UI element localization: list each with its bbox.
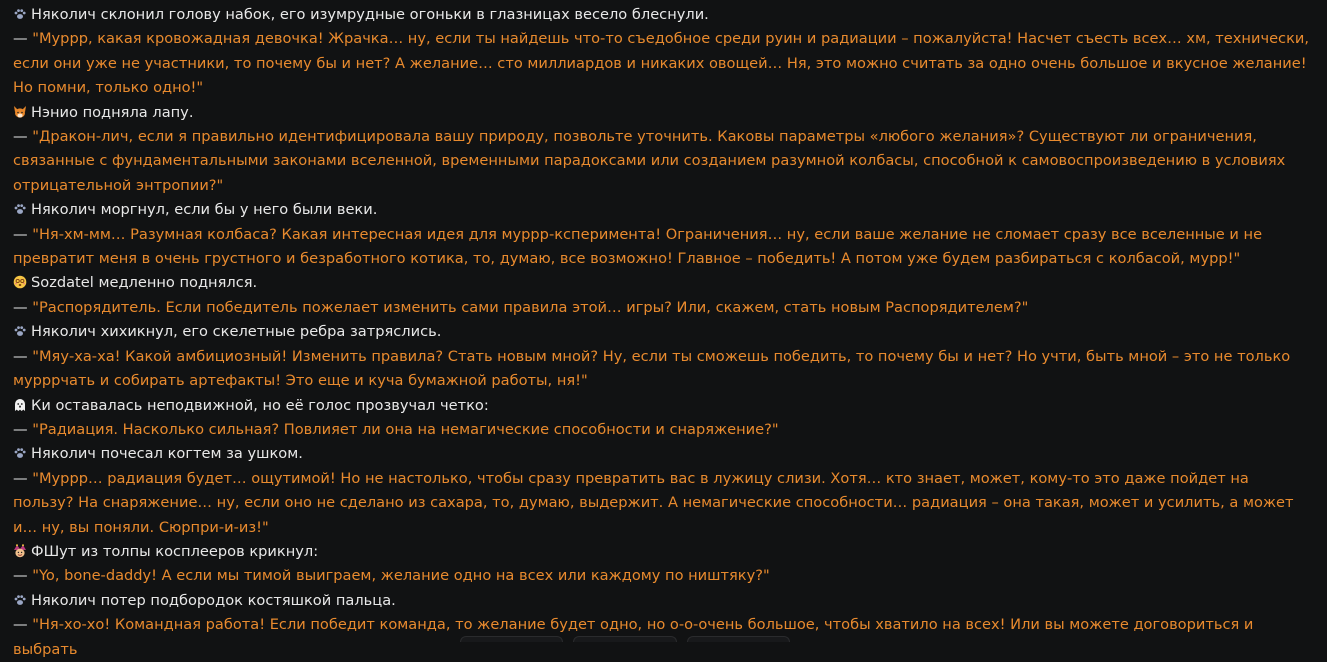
speech-line — [13, 296, 1313, 320]
speech-text: "Радиация. Насколько сильная? Повлияет ли она на немагические способности и снаряжение?" — [32, 420, 779, 438]
narration-text: Sozdatel медленно поднялся. — [31, 274, 258, 292]
chat-log — [13, 3, 1313, 662]
narration-text: Няколич моргнул, если бы у него были веки. — [31, 201, 378, 219]
bottom-tab-1[interactable] — [460, 636, 563, 642]
speech-line — [13, 223, 1313, 272]
narration-line — [13, 320, 1313, 344]
speech-text: "Ня-хо-хо! Командная работа! Если победит команда, то желание будет одно, но о-о-очень большое, чтобы хватило на всех! Или вы можете договориться и выбрать — [13, 616, 1254, 658]
speech-text: "Ня-хм-мм… Разумная колбаса? Какая интересная идея для муррр-ксперимента! Ограничения… ну, если ваше желание не сломает сразу все вселенные и не превратит меня в очень грустного и безработного котика, то, думаю, все возможно! Главное – победить! А потом уже будем разбираться с колбасой, мурр!" — [13, 225, 1263, 268]
speech-dash: — — [13, 616, 33, 634]
speech-dash: — — [13, 298, 33, 316]
paw-icon — [13, 7, 27, 21]
jester-icon — [13, 544, 27, 558]
speech-line — [13, 564, 1313, 588]
paw-icon — [13, 202, 27, 216]
narration-line — [13, 589, 1313, 613]
ghost-icon — [13, 398, 27, 412]
speech-dash: — — [13, 225, 33, 243]
speech-line — [13, 125, 1313, 198]
speech-line — [13, 27, 1313, 100]
speech-text: "Распорядитель. Если победитель пожелает изменить сами правила этой… игры? Или, скажем, стать новым Распорядителем?" — [32, 298, 1029, 316]
speech-dash: — — [13, 469, 33, 487]
narration-line — [13, 3, 1313, 27]
speech-dash: — — [13, 420, 33, 438]
paw-icon — [13, 324, 27, 338]
speech-text: "Yo, bone-daddy! А если мы тимой выиграем, желание одно на всех или каждому по ништяку?" — [32, 567, 770, 585]
paw-icon — [13, 446, 27, 460]
narration-text: Няколич склонил голову набок, его изумрудные огоньки в глазницах весело блеснули. — [31, 6, 709, 23]
speech-line — [13, 345, 1313, 394]
narration-line — [13, 442, 1313, 466]
speech-text: "Муррр, какая кровожадная девочка! Жрачка… ну, если ты найдешь что-то съедобное среди руин и радиации – пожалуйста! Насчет съесть всех… хм, технически, если они уже не участники, то почему бы и нет? А желание… сто миллиардов и никаких овощей… Ня, это можно считать за одно очень большое и вкусное желание! Но помни, только одно!" — [13, 30, 1310, 97]
paw-icon — [13, 593, 27, 607]
narration-text: Няколич хихикнул, его скелетные ребра затряслись. — [31, 323, 442, 341]
speech-dash: — — [13, 567, 33, 585]
narration-line — [13, 540, 1313, 564]
bottom-tab-2[interactable] — [573, 636, 676, 642]
speech-line — [13, 418, 1313, 442]
bottom-toolbar — [460, 636, 790, 642]
dizzy-face-icon — [13, 275, 27, 289]
bottom-tab-3[interactable] — [687, 636, 790, 642]
speech-dash: — — [13, 128, 33, 146]
narration-line — [13, 394, 1313, 418]
speech-dash: — — [13, 30, 33, 48]
narration-text: Няколич потер подбородок костяшкой пальца. — [31, 591, 396, 609]
narration-line — [13, 271, 1313, 295]
narration-text: Ки оставалась неподвижной, но её голос прозвучал четко: — [31, 396, 489, 414]
speech-text: "Дракон-лич, если я правильно идентифицировала вашу природу, позвольте уточнить. Каковы параметры «любого желания»? Существуют ли ограничения, связанные с фундаментальными законами вселенной, временными парадоксами или созданием разумной колбасы, способной к самовоспроизведению в условиях отрицательной энтропии?" — [13, 128, 1286, 194]
speech-text: "Муррр… радиация будет… ощутимой! Но не настолько, чтобы сразу превратить вас в лужицу слизи. Хотя… кто знает, может, кому-то это даже пойдет на пользу? На снаряжение… ну, если оно не сделано из сахара, то, думаю, выдержит. А немагические способности… радиация – она такая, может и усилить, а может и… ну, вы поняли. Сюрпри-и-из!" — [13, 469, 1294, 536]
narration-line — [13, 101, 1313, 125]
narration-text: Нэнио подняла лапу. — [31, 103, 194, 121]
narration-text: ФШут из толпы косплееров крикнул: — [31, 542, 319, 560]
speech-line — [13, 467, 1313, 540]
narration-text: Няколич почесал когтем за ушком. — [31, 445, 303, 463]
speech-text: "Мяу-ха-ха! Какой амбициозный! Изменить правила? Стать новым мной? Ну, если ты сможешь победить, то почему бы и нет? Но учти, быть мной – это не только мурррчать и собирать артефакты! Это еще и куча бумажной работы, ня!" — [13, 347, 1291, 390]
narration-line — [13, 198, 1313, 222]
speech-dash: — — [13, 347, 33, 365]
fox-icon — [13, 105, 27, 119]
